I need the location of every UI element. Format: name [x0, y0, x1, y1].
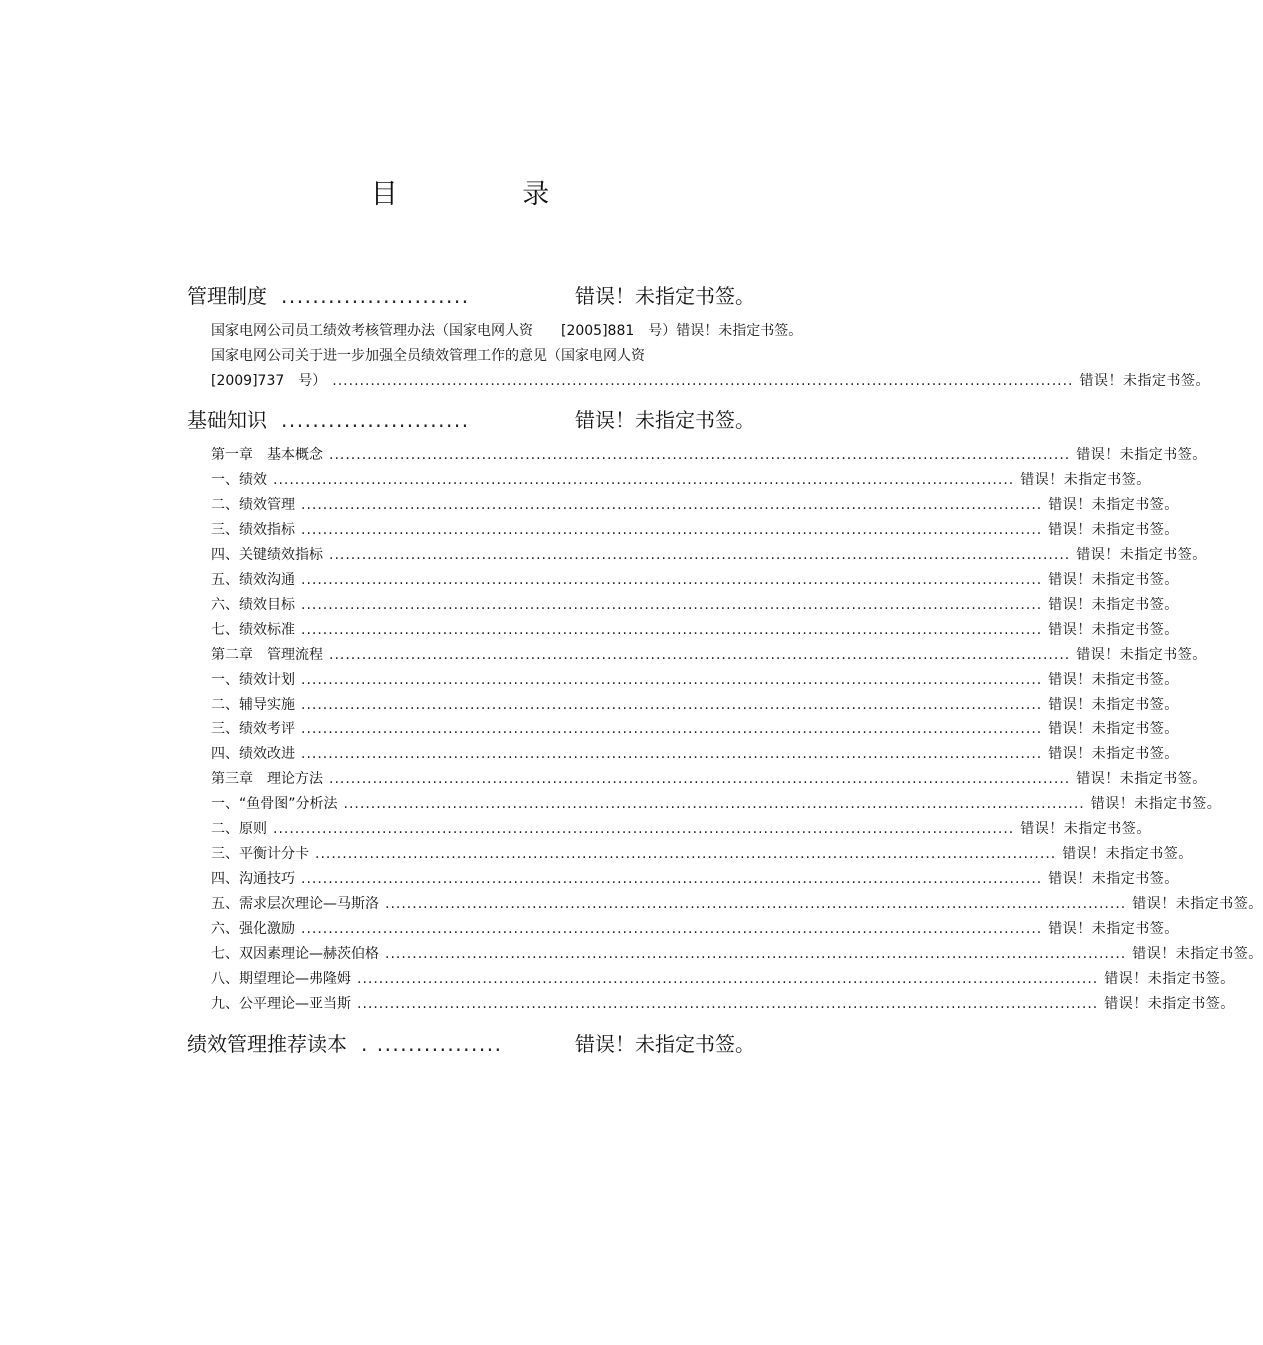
dot-leader: ........................................................................................................................................	[329, 447, 1071, 463]
toc-entry[interactable]	[211, 893, 1263, 913]
dot-leader: ........................................................................................................................................	[301, 621, 1043, 638]
toc-entry-label: 四、沟通技巧	[211, 871, 295, 888]
toc-entry-label: 第一章 基本概念	[211, 447, 323, 463]
toc-entry[interactable]	[211, 519, 1179, 539]
toc-page-ref: 错误！未指定书签。	[1048, 871, 1179, 888]
toc-entry[interactable]	[211, 569, 1179, 589]
toc-entry[interactable]	[211, 993, 1235, 1013]
toc-entry[interactable]	[211, 544, 1207, 564]
toc-page-ref: 错误！未指定书签。	[1020, 821, 1151, 838]
toc-entry-regulation-2009[interactable]	[211, 370, 1211, 390]
toc-entry[interactable]	[211, 594, 1179, 614]
dot-leader: ........................................................................................................................................	[332, 373, 1074, 389]
toc-page-ref: 错误！未指定书签。	[1048, 921, 1179, 938]
toc-entry-label: 八、期望理论—弗隆姆	[211, 970, 351, 987]
dot-leader: ........................................................................................................................................	[329, 546, 1071, 563]
dot-leader: ........................................................................................................................................	[273, 471, 1015, 488]
toc-section-recommended-reading[interactable]	[187, 1028, 755, 1057]
toc-entry[interactable]	[211, 494, 1179, 514]
toc-entry-label: 二、原则	[211, 821, 267, 838]
dot-leader: ........................................................................................................................................	[301, 696, 1043, 713]
toc-entry[interactable]	[211, 793, 1222, 813]
dot-leader: ........................................................................................................................................	[301, 671, 1043, 688]
dot-leader: ........................................................................................................................................	[385, 896, 1127, 913]
toc-entry-label: 一、绩效	[211, 471, 267, 488]
toc-entry-label: 七、绩效标准	[211, 621, 295, 638]
toc-page-ref: 错误！未指定书签。	[1048, 721, 1179, 738]
toc-entry-label: 一、“鱼骨图”分析法	[211, 796, 338, 813]
toc-entry-label: 一、绩效计划	[211, 671, 295, 688]
toc-page-ref: 错误！未指定书签。	[1048, 746, 1179, 763]
toc-section-label: 基础知识	[187, 408, 267, 432]
toc-page-ref: 错误！未指定书签。	[1062, 846, 1193, 863]
toc-page-ref: 错误！未指定书签。	[1048, 596, 1179, 613]
dot-leader: ........................................................................................................................................	[343, 796, 1085, 813]
toc-page-ref: 错误！未指定书签。	[1132, 946, 1263, 962]
toc-entry[interactable]	[211, 868, 1179, 888]
toc-entry[interactable]	[211, 743, 1179, 763]
toc-section-basic-knowledge[interactable]	[187, 404, 755, 433]
toc-page-ref: 错误！未指定书签。	[1048, 521, 1179, 538]
toc-entry-label: 四、绩效改进	[211, 746, 295, 763]
toc-page-ref: 错误！未指定书签。	[1076, 546, 1207, 563]
toc-entry[interactable]	[211, 968, 1235, 988]
toc-entry-label: 六、绩效目标	[211, 596, 295, 613]
dot-leader: ........................................................................................................................................	[301, 496, 1043, 513]
toc-page-ref: 错误！未指定书签。	[1048, 571, 1179, 588]
dot-leader: ........................................................................................................................................	[385, 946, 1127, 962]
toc-entry-regulation-2009-line1[interactable]: 国家电网公司关于进一步加强全员绩效管理工作的意见（国家电网人资	[211, 348, 645, 364]
toc-entry[interactable]	[211, 619, 1179, 639]
toc-entry-label: 二、辅导实施	[211, 696, 295, 713]
dot-leader: ........................................................................................................................................	[273, 821, 1015, 838]
toc-page-ref: 错误！未指定书签。	[1132, 896, 1263, 913]
toc-page-ref: 错误！未指定书签。	[1076, 646, 1207, 663]
toc-page-ref: 错误！未指定书签。	[1104, 995, 1235, 1012]
toc-entry-label: 三、绩效考评	[211, 721, 295, 738]
toc-entry-label: [2009]737 号）	[211, 373, 327, 389]
toc-page-ref: 错误！未指定书签。	[1076, 447, 1207, 463]
toc-section-management-system[interactable]	[187, 280, 755, 309]
toc-entry-label: 第三章 理论方法	[211, 771, 323, 788]
dot-leader: ........................................................................................................................................	[301, 721, 1043, 738]
toc-entry[interactable]	[211, 943, 1263, 963]
dot-leader: . ................	[361, 1032, 503, 1056]
toc-entry[interactable]	[211, 918, 1179, 938]
toc-entry[interactable]	[211, 469, 1151, 489]
toc-entry[interactable]	[211, 669, 1179, 689]
toc-section-label: 管理制度	[187, 284, 267, 308]
toc-entry[interactable]	[211, 768, 1207, 788]
toc-entry-regulation-2005[interactable]: 国家电网公司员工绩效考核管理办法（国家电网人资 [2005]881 号）错误！未指定书签。	[211, 323, 803, 339]
toc-page-ref: 错误！未指定书签。	[575, 1032, 755, 1056]
toc-section-label: 绩效管理推荐读本	[187, 1032, 347, 1056]
toc-entry[interactable]	[211, 843, 1193, 863]
toc-entry-label: 四、关键绩效指标	[211, 546, 323, 563]
toc-entry-label: 三、平衡计分卡	[211, 846, 309, 863]
toc-page-ref: 错误！未指定书签。	[1048, 696, 1179, 713]
dot-leader: ........................................................................................................................................	[301, 596, 1043, 613]
dot-leader: ........................................................................................................................................	[329, 771, 1071, 788]
toc-entry[interactable]	[211, 718, 1179, 738]
toc-entry-label: 第二章 管理流程	[211, 646, 323, 663]
toc-page-ref: 错误！未指定书签。	[1048, 496, 1179, 513]
toc-entry[interactable]	[211, 444, 1207, 464]
toc-page-ref: 错误！未指定书签。	[1076, 771, 1207, 788]
toc-page-ref: 错误！未指定书签。	[1090, 796, 1222, 813]
dot-leader: ........................................................................................................................................	[315, 846, 1057, 863]
dot-leader: ........................................................................................................................................	[301, 571, 1043, 588]
dot-leader: ........................................................................................................................................	[301, 871, 1043, 888]
toc-entry-label: 九、公平理论—亚当斯	[211, 995, 351, 1012]
toc-entry[interactable]	[211, 694, 1179, 714]
dot-leader: ........................................................................................................................................	[357, 970, 1099, 987]
dot-leader: ........................	[281, 284, 470, 308]
toc-page-ref: 错误！未指定书签。	[1020, 471, 1151, 488]
page-title: 目 录	[370, 179, 608, 210]
toc-entry-label: 六、强化激励	[211, 921, 295, 938]
toc-page-ref: 错误！未指定书签。	[1079, 373, 1211, 389]
toc-page-ref: 错误！未指定书签。	[1048, 621, 1179, 638]
toc-page-ref: 错误！未指定书签。	[575, 408, 755, 432]
toc-entry[interactable]	[211, 818, 1151, 838]
dot-leader: ........................................................................................................................................	[301, 746, 1043, 763]
toc-entry-label: 五、绩效沟通	[211, 571, 295, 588]
toc-page-ref: 错误！未指定书签。	[1104, 970, 1235, 987]
toc-entry-label: 三、绩效指标	[211, 521, 295, 538]
dot-leader: ........................................................................................................................................	[301, 521, 1043, 538]
toc-entry-label: 七、双因素理论—赫茨伯格	[211, 946, 379, 962]
toc-entry-label: 二、绩效管理	[211, 496, 295, 513]
dot-leader: ........................................................................................................................................	[329, 646, 1071, 663]
toc-page-ref: 错误！未指定书签。	[575, 284, 755, 308]
toc-entry-label: 五、需求层次理论—马斯洛	[211, 896, 379, 913]
toc-entry[interactable]	[211, 644, 1207, 664]
dot-leader: ........................................................................................................................................	[357, 995, 1099, 1012]
dot-leader: ........................................................................................................................................	[301, 921, 1043, 938]
dot-leader: ........................	[281, 408, 470, 432]
toc-page-ref: 错误！未指定书签。	[1048, 671, 1179, 688]
